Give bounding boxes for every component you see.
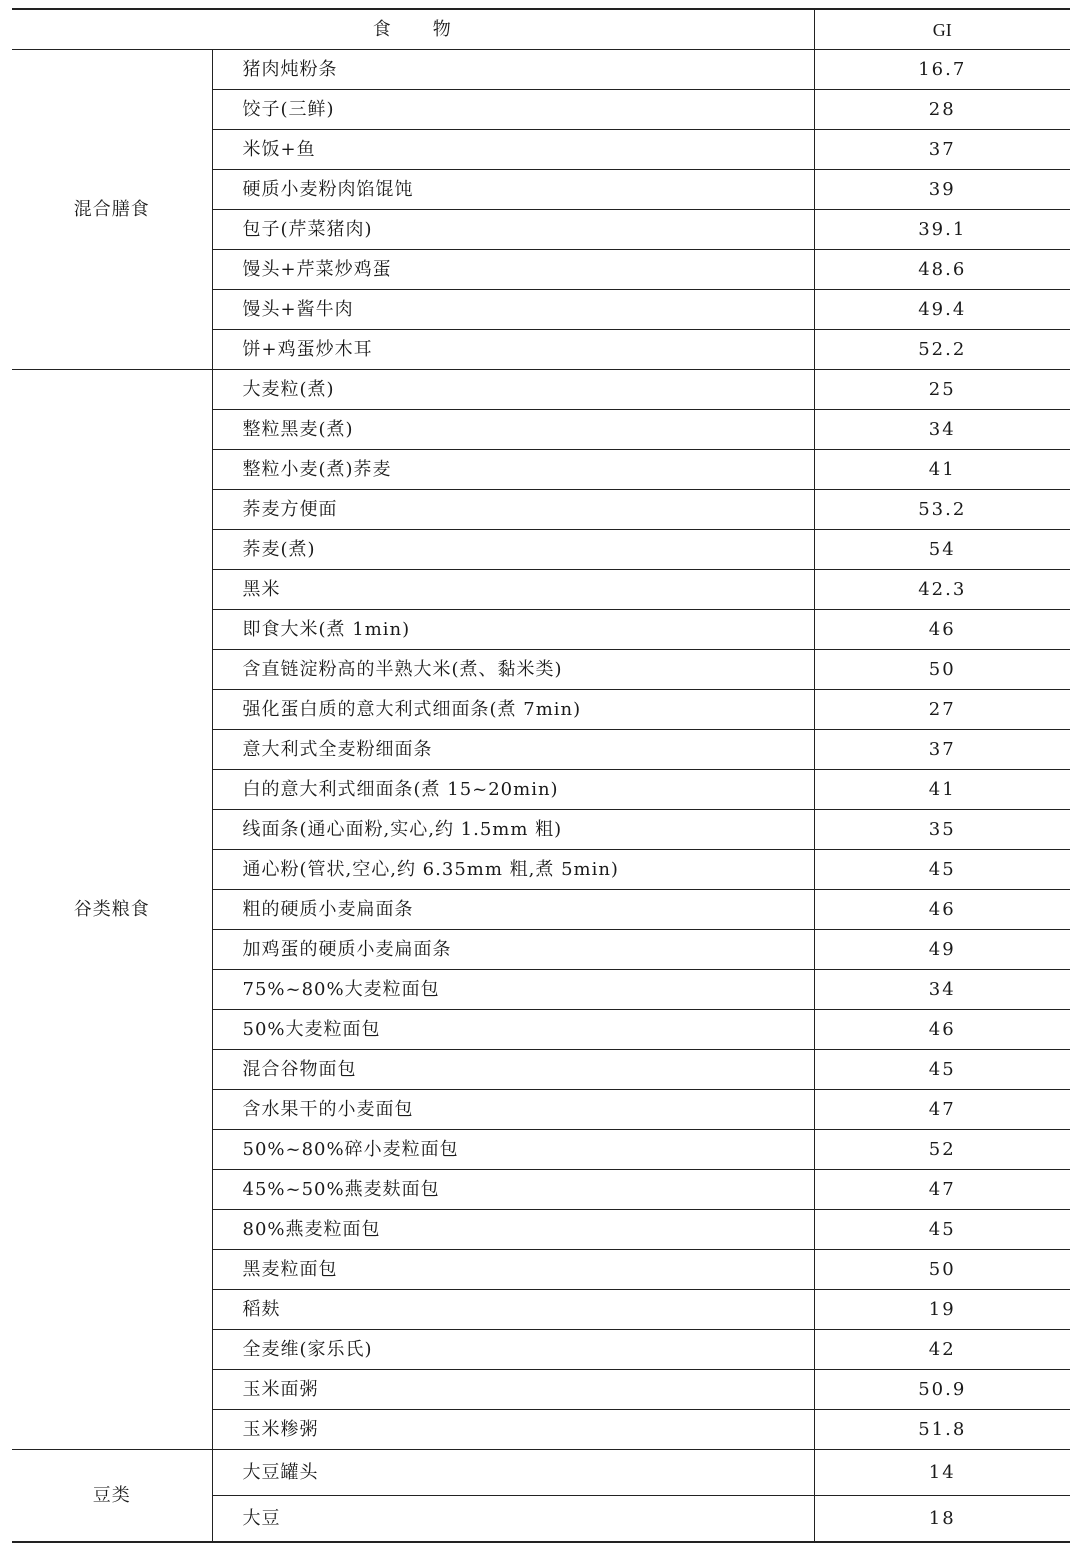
food-name-cell: 硬质小麦粉肉馅馄饨	[212, 170, 814, 210]
category-cell: 谷类粮食	[12, 370, 212, 1450]
category-cell: 豆类	[12, 1450, 212, 1543]
table-row	[12, 50, 1070, 90]
food-name-cell: 米饭+鱼	[212, 130, 814, 170]
food-name-cell: 饼+鸡蛋炒木耳	[212, 330, 814, 370]
food-name-cell: 含直链淀粉高的半熟大米(煮、黏米类)	[212, 650, 814, 690]
gi-value-cell: 52	[814, 1130, 1070, 1170]
food-name-cell: 玉米糁粥	[212, 1410, 814, 1450]
food-name-cell: 稻麸	[212, 1290, 814, 1330]
food-name-cell: 馒头+芹菜炒鸡蛋	[212, 250, 814, 290]
gi-value-cell: 53.2	[814, 490, 1070, 530]
gi-value-cell: 19	[814, 1290, 1070, 1330]
food-name-cell: 整粒小麦(煮)荞麦	[212, 450, 814, 490]
food-name-cell: 强化蛋白质的意大利式细面条(煮 7min)	[212, 690, 814, 730]
gi-table	[12, 8, 1070, 1543]
gi-value-cell: 51.8	[814, 1410, 1070, 1450]
food-name-cell: 荞麦(煮)	[212, 530, 814, 570]
food-name-cell: 全麦维(家乐氏)	[212, 1330, 814, 1370]
food-name-cell: 含水果干的小麦面包	[212, 1090, 814, 1130]
gi-value-cell: 49.4	[814, 290, 1070, 330]
food-name-cell: 荞麦方便面	[212, 490, 814, 530]
food-name-cell: 75%~80%大麦粒面包	[212, 970, 814, 1010]
gi-table-page	[12, 8, 1070, 1543]
gi-value-cell: 45	[814, 1210, 1070, 1250]
gi-value-cell: 41	[814, 450, 1070, 490]
food-name-cell: 50%大麦粒面包	[212, 1010, 814, 1050]
gi-value-cell: 39	[814, 170, 1070, 210]
gi-value-cell: 46	[814, 610, 1070, 650]
food-name-cell: 包子(芹菜猪肉)	[212, 210, 814, 250]
food-name-cell: 50%~80%碎小麦粒面包	[212, 1130, 814, 1170]
gi-value-cell: 28	[814, 90, 1070, 130]
food-name-cell: 即食大米(煮 1min)	[212, 610, 814, 650]
gi-value-cell: 47	[814, 1170, 1070, 1210]
table-row	[12, 370, 1070, 410]
food-name-cell: 通心粉(管状,空心,约 6.35mm 粗,煮 5min)	[212, 850, 814, 890]
gi-value-cell: 54	[814, 530, 1070, 570]
gi-value-cell: 46	[814, 1010, 1070, 1050]
gi-value-cell: 35	[814, 810, 1070, 850]
food-name-cell: 整粒黑麦(煮)	[212, 410, 814, 450]
food-name-cell: 大豆罐头	[212, 1450, 814, 1496]
food-name-cell: 80%燕麦粒面包	[212, 1210, 814, 1250]
gi-value-cell: 42	[814, 1330, 1070, 1370]
food-name-cell: 意大利式全麦粉细面条	[212, 730, 814, 770]
food-name-cell: 黑米	[212, 570, 814, 610]
gi-value-cell: 37	[814, 730, 1070, 770]
gi-value-cell: 45	[814, 1050, 1070, 1090]
gi-value-cell: 37	[814, 130, 1070, 170]
gi-value-cell: 39.1	[814, 210, 1070, 250]
gi-value-cell: 27	[814, 690, 1070, 730]
table-header-row	[12, 9, 1070, 50]
gi-value-cell: 48.6	[814, 250, 1070, 290]
gi-value-cell: 46	[814, 890, 1070, 930]
gi-value-cell: 41	[814, 770, 1070, 810]
food-name-cell: 猪肉炖粉条	[212, 50, 814, 90]
gi-value-cell: 49	[814, 930, 1070, 970]
gi-value-cell: 42.3	[814, 570, 1070, 610]
gi-value-cell: 52.2	[814, 330, 1070, 370]
food-name-cell: 加鸡蛋的硬质小麦扁面条	[212, 930, 814, 970]
gi-value-cell: 18	[814, 1496, 1070, 1543]
food-name-cell: 黑麦粒面包	[212, 1250, 814, 1290]
gi-value-cell: 50.9	[814, 1370, 1070, 1410]
table-body	[12, 50, 1070, 1543]
gi-value-cell: 16.7	[814, 50, 1070, 90]
gi-value-cell: 50	[814, 1250, 1070, 1290]
food-name-cell: 线面条(通心面粉,实心,约 1.5mm 粗)	[212, 810, 814, 850]
food-name-cell: 粗的硬质小麦扁面条	[212, 890, 814, 930]
gi-value-cell: 50	[814, 650, 1070, 690]
food-name-cell: 白的意大利式细面条(煮 15~20min)	[212, 770, 814, 810]
gi-value-cell: 47	[814, 1090, 1070, 1130]
header-gi: GI	[814, 9, 1070, 50]
gi-value-cell: 45	[814, 850, 1070, 890]
table-row	[12, 1450, 1070, 1496]
food-name-cell: 大麦粒(煮)	[212, 370, 814, 410]
category-cell: 混合膳食	[12, 50, 212, 370]
gi-value-cell: 25	[814, 370, 1070, 410]
food-name-cell: 饺子(三鲜)	[212, 90, 814, 130]
food-name-cell: 馒头+酱牛肉	[212, 290, 814, 330]
gi-value-cell: 34	[814, 410, 1070, 450]
header-food: 食 物	[12, 9, 814, 50]
food-name-cell: 混合谷物面包	[212, 1050, 814, 1090]
gi-value-cell: 14	[814, 1450, 1070, 1496]
food-name-cell: 45%~50%燕麦麸面包	[212, 1170, 814, 1210]
food-name-cell: 玉米面粥	[212, 1370, 814, 1410]
food-name-cell: 大豆	[212, 1496, 814, 1543]
gi-value-cell: 34	[814, 970, 1070, 1010]
